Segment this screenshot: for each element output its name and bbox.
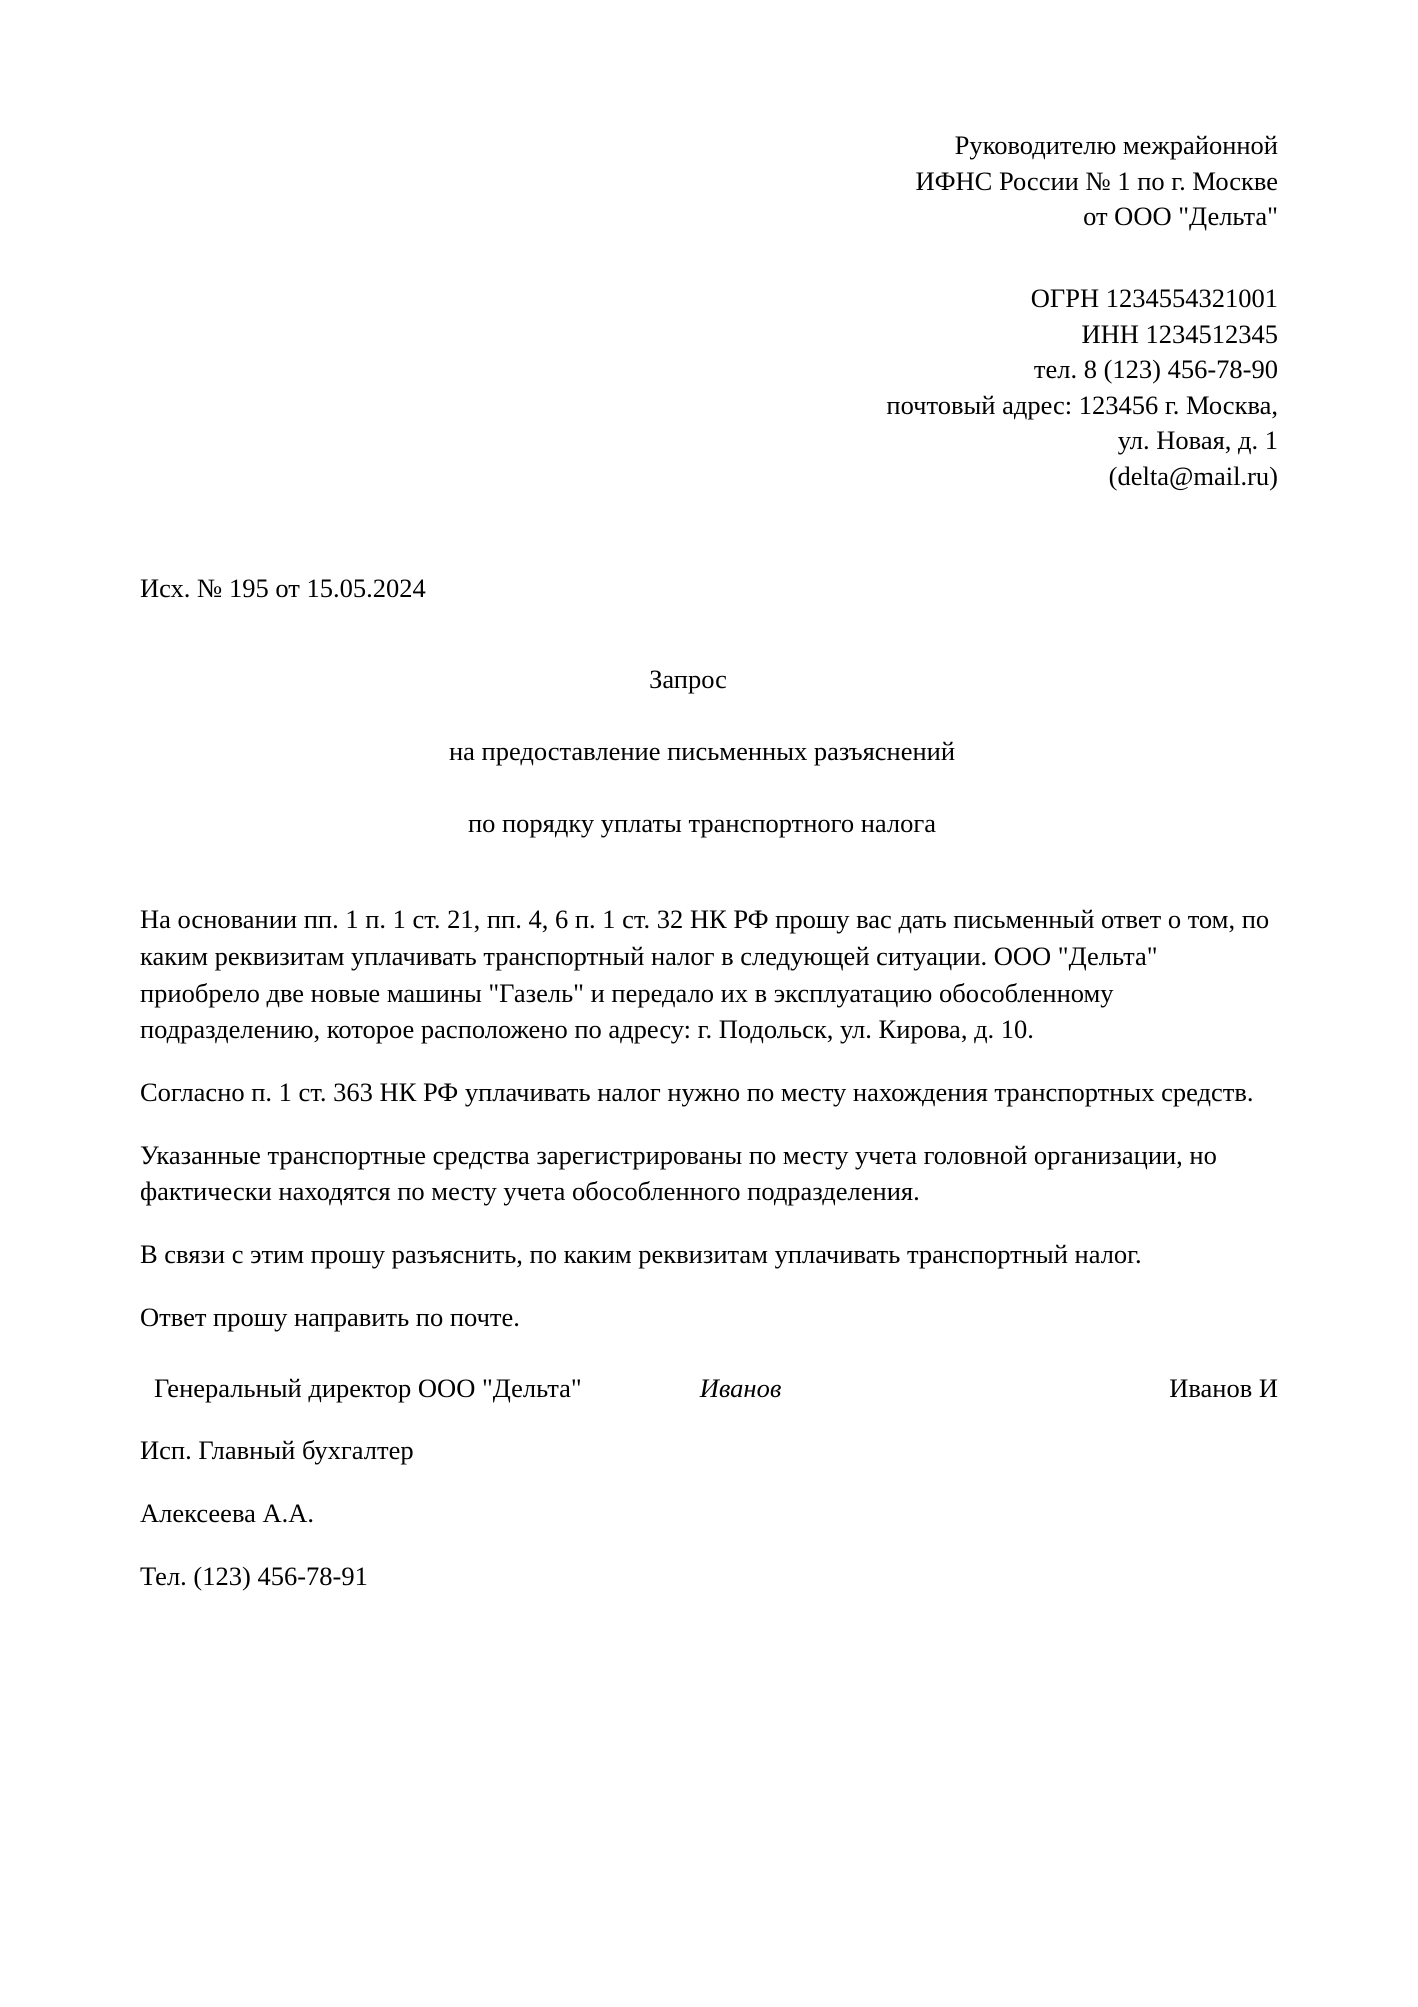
body-paragraph: Ответ прошу направить по почте.	[140, 1301, 520, 1332]
addressee-block	[758, 128, 1278, 235]
addressee-line-2: ИФНС России № 1 по г. Москве	[915, 165, 1278, 196]
signatory-role: Генеральный директор ООО "Дельта"	[154, 1372, 582, 1403]
body-paragraph: Согласно п. 1 ст. 363 НК РФ уплачивать налог нужно по месту нахождения транспортных средств.	[140, 1077, 1254, 1108]
executor-name: Алексеева А.А.	[140, 1497, 315, 1528]
signatory-name: Иванов И	[1169, 1372, 1278, 1403]
title-block	[140, 662, 1278, 841]
outgoing-reference: Исх. № 195 от 15.05.2024	[140, 572, 426, 603]
signature-block	[140, 1370, 1278, 1595]
signature-autograph: Иванов	[699, 1372, 782, 1403]
body-paragraph: В связи с этим прошу разъяснить, по каким реквизитам уплачивать транспортный налог.	[140, 1239, 1142, 1270]
sender-requisites-block	[758, 281, 1278, 495]
addressee-line-1: Руководителю межрайонной	[954, 130, 1278, 160]
document-title: Запрос	[649, 664, 727, 695]
signature-row	[140, 1370, 1278, 1407]
addressee-line-3: от ООО "Дельта"	[1083, 201, 1278, 232]
letter-body	[140, 901, 1278, 1335]
requisite-postal-address-line-1: почтовый адрес: 123456 г. Москва,	[886, 389, 1278, 420]
requisite-postal-address-line-2: ул. Новая, д. 1	[1117, 425, 1278, 456]
body-paragraph: Указанные транспортные средства зарегистрированы по месту учета головной организации, но фактически находятся по месту учета обособленного подразделения.	[140, 1139, 1217, 1207]
document-subtitle-2: по порядку уплаты транспортного налога	[467, 807, 937, 838]
body-paragraph: На основании пп. 1 п. 1 ст. 21, пп. 4, 6 п. 1 ст. 32 НК РФ прошу вас дать письменный ответ о том, по каким реквизитам уплачивать транспортный налог в следующей ситуации. ООО "Дельта" приобрело две новые машины "Газель" и передало их в эксплуатацию обособленному подразделению, которое расположено по адресу: г. Подольск, ул. Кирова, д. 10.	[140, 904, 1270, 1045]
requisite-inn: ИНН 1234512345	[1081, 318, 1278, 349]
document-subtitle-1: на предоставление письменных разъяснений	[448, 736, 956, 767]
requisite-phone: тел. 8 (123) 456-78-90	[1033, 354, 1278, 385]
executor-role: Исп. Главный бухгалтер	[140, 1435, 414, 1466]
requisite-email: (delta@mail.ru)	[1108, 461, 1278, 492]
executor-phone: Тел. (123) 456-78-91	[140, 1560, 368, 1591]
requisite-ogrn: ОГРН 1234554321001	[1030, 282, 1278, 313]
